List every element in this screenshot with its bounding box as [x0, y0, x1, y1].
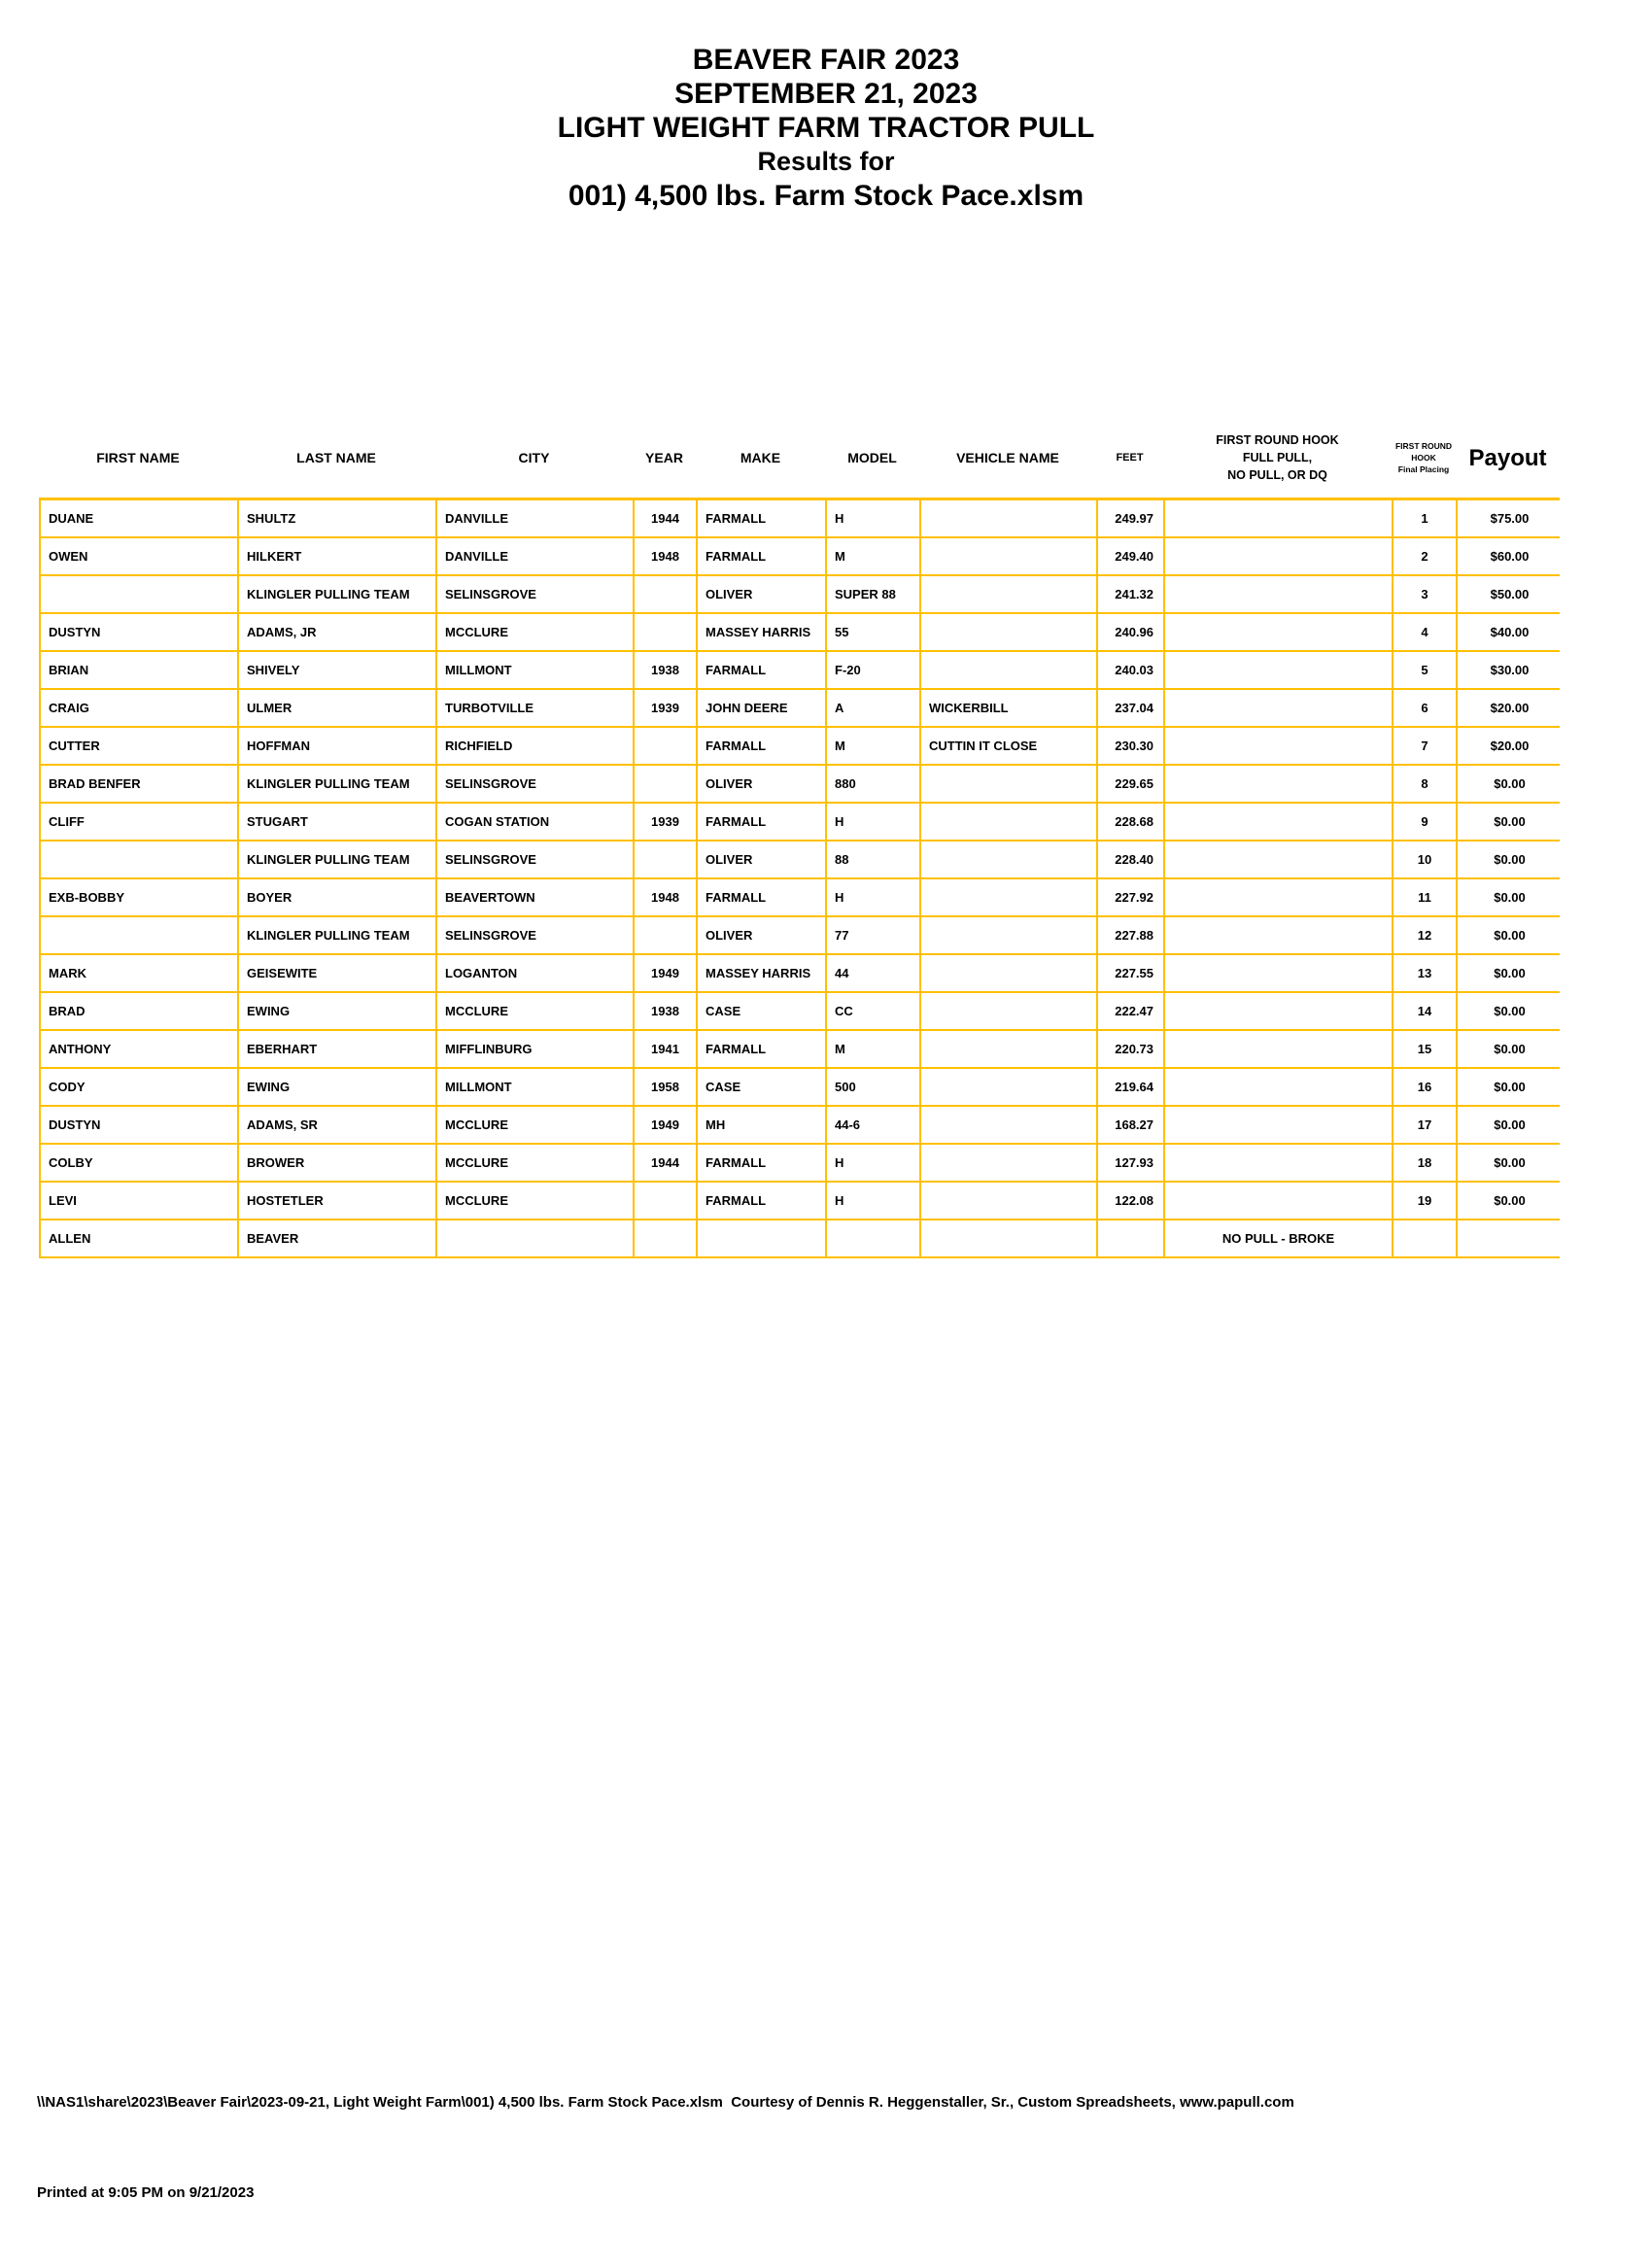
- cell-first-name: CRAIG: [41, 690, 239, 726]
- cell-hook-result: [1165, 728, 1394, 764]
- cell-model: A: [827, 690, 921, 726]
- table-row: [39, 917, 1560, 955]
- table-row: [39, 1183, 1560, 1220]
- cell-first-name: OWEN: [41, 538, 239, 574]
- results-for-label: Results for: [757, 147, 895, 176]
- cell-placing: 9: [1394, 804, 1458, 840]
- cell-city: SELINSGROVE: [437, 842, 635, 877]
- cell-year: [635, 576, 698, 612]
- cell-hook-result: [1165, 917, 1394, 953]
- cell-feet: [1098, 1220, 1165, 1256]
- cell-first-name: DUSTYN: [41, 1107, 239, 1143]
- cell-vehicle-name: [921, 652, 1098, 688]
- cell-first-name: [41, 576, 239, 612]
- cell-vehicle-name: [921, 1107, 1098, 1143]
- cell-city: MCCLURE: [437, 1183, 635, 1219]
- header-payout: Payout: [1468, 444, 1547, 471]
- cell-city: RICHFIELD: [437, 728, 635, 764]
- table-row: [39, 955, 1560, 993]
- cell-placing: 16: [1394, 1069, 1458, 1105]
- cell-first-name: CUTTER: [41, 728, 239, 764]
- cell-make: [698, 1220, 827, 1256]
- cell-first-name: BRAD: [41, 993, 239, 1029]
- cell-feet: 122.08: [1098, 1183, 1165, 1219]
- cell-city: MCCLURE: [437, 1107, 635, 1143]
- cell-city: MCCLURE: [437, 614, 635, 650]
- cell-hook-result: [1165, 879, 1394, 915]
- cell-year: 1941: [635, 1031, 698, 1067]
- cell-payout: $0.00: [1494, 776, 1526, 791]
- cell-make: FARMALL: [698, 500, 827, 536]
- cell-model: 44-6: [827, 1107, 921, 1143]
- report-title-block: [0, 43, 1652, 213]
- cell-make: FARMALL: [698, 804, 827, 840]
- cell-model: M: [827, 538, 921, 574]
- cell-make: FARMALL: [698, 538, 827, 574]
- cell-year: 1939: [635, 804, 698, 840]
- header-vehicle-name: VEHICLE NAME: [956, 449, 1059, 465]
- cell-hook-result: [1165, 652, 1394, 688]
- cell-payout: $50.00: [1490, 587, 1530, 601]
- table-row: [39, 652, 1560, 690]
- cell-first-name: ALLEN: [41, 1220, 239, 1256]
- cell-payout: $0.00: [1494, 1080, 1526, 1094]
- cell-vehicle-name: [921, 766, 1098, 802]
- cell-make: OLIVER: [698, 576, 827, 612]
- table-row: [39, 1031, 1560, 1069]
- cell-hook-result: [1165, 1069, 1394, 1105]
- event-date: SEPTEMBER 21, 2023: [674, 78, 978, 110]
- cell-hook-result: [1165, 1145, 1394, 1181]
- cell-make: FARMALL: [698, 652, 827, 688]
- header-hook-line: FIRST ROUND HOOK: [1216, 433, 1339, 447]
- cell-vehicle-name: [921, 1069, 1098, 1105]
- cell-first-name: MARK: [41, 955, 239, 991]
- cell-last-name: EBERHART: [239, 1031, 437, 1067]
- cell-placing: 14: [1394, 993, 1458, 1029]
- cell-make: MASSEY HARRIS: [698, 614, 827, 650]
- cell-first-name: CLIFF: [41, 804, 239, 840]
- cell-model: H: [827, 1145, 921, 1181]
- header-feet: FEET: [1116, 451, 1144, 464]
- cell-year: [635, 1220, 698, 1256]
- cell-make: FARMALL: [698, 1145, 827, 1181]
- cell-year: [635, 842, 698, 877]
- cell-city: SELINSGROVE: [437, 766, 635, 802]
- cell-city: BEAVERTOWN: [437, 879, 635, 915]
- cell-city: DANVILLE: [437, 500, 635, 536]
- cell-vehicle-name: [921, 500, 1098, 536]
- event-title: BEAVER FAIR 2023: [692, 44, 960, 76]
- cell-placing: 2: [1394, 538, 1458, 574]
- cell-placing: 3: [1394, 576, 1458, 612]
- cell-vehicle-name: [921, 842, 1098, 877]
- cell-city: MCCLURE: [437, 993, 635, 1029]
- cell-placing: 17: [1394, 1107, 1458, 1143]
- cell-feet: 227.88: [1098, 917, 1165, 953]
- cell-first-name: BRAD BENFER: [41, 766, 239, 802]
- table-row: [39, 728, 1560, 766]
- cell-first-name: [41, 842, 239, 877]
- cell-placing: 11: [1394, 879, 1458, 915]
- cell-hook-result: [1165, 614, 1394, 650]
- cell-hook-result: NO PULL - BROKE: [1165, 1220, 1394, 1256]
- cell-payout: $20.00: [1490, 739, 1530, 753]
- cell-vehicle-name: [921, 917, 1098, 953]
- cell-payout: $75.00: [1490, 511, 1530, 526]
- cell-last-name: EWING: [239, 993, 437, 1029]
- cell-model: F-20: [827, 652, 921, 688]
- table-row: [39, 1145, 1560, 1183]
- results-filename: 001) 4,500 lbs. Farm Stock Pace.xlsm: [568, 180, 1084, 212]
- cell-first-name: COLBY: [41, 1145, 239, 1181]
- cell-year: [635, 614, 698, 650]
- cell-first-name: ANTHONY: [41, 1031, 239, 1067]
- cell-make: FARMALL: [698, 728, 827, 764]
- event-class: LIGHT WEIGHT FARM TRACTOR PULL: [557, 112, 1095, 144]
- cell-model: H: [827, 804, 921, 840]
- cell-vehicle-name: [921, 614, 1098, 650]
- cell-hook-result: [1165, 1183, 1394, 1219]
- header-model: MODEL: [847, 449, 897, 465]
- cell-first-name: BRIAN: [41, 652, 239, 688]
- header-final-placing: [1392, 418, 1456, 498]
- cell-feet: 240.03: [1098, 652, 1165, 688]
- cell-payout: $0.00: [1494, 852, 1526, 867]
- cell-city: MILLMONT: [437, 652, 635, 688]
- cell-make: MH: [698, 1107, 827, 1143]
- cell-model: M: [827, 728, 921, 764]
- cell-first-name: [41, 917, 239, 953]
- cell-feet: 222.47: [1098, 993, 1165, 1029]
- cell-payout: $0.00: [1494, 1042, 1526, 1056]
- cell-placing: 18: [1394, 1145, 1458, 1181]
- footer-file-path-line: \\NAS1\share\2023\Beaver Fair\2023-09-21, Light Weight Farm\001) 4,500 lbs. Farm Stock Pace.xlsm Courtesy of Dennis R. Heggenstaller, Sr., Custom Spreadsheets, www.papull.com: [37, 2094, 1294, 2111]
- cell-make: CASE: [698, 1069, 827, 1105]
- cell-model: [827, 1220, 921, 1256]
- table-row: [39, 614, 1560, 652]
- cell-last-name: SHIVELY: [239, 652, 437, 688]
- cell-year: 1958: [635, 1069, 698, 1105]
- cell-feet: 220.73: [1098, 1031, 1165, 1067]
- cell-hook-result: [1165, 955, 1394, 991]
- cell-hook-result: [1165, 538, 1394, 574]
- cell-payout: $0.00: [1494, 890, 1526, 905]
- table-row: [39, 879, 1560, 917]
- cell-placing: 1: [1394, 500, 1458, 536]
- cell-placing: 12: [1394, 917, 1458, 953]
- table-row: [39, 842, 1560, 879]
- cell-feet: 229.65: [1098, 766, 1165, 802]
- report-footer: [37, 2027, 1294, 2268]
- cell-model: 77: [827, 917, 921, 953]
- cell-vehicle-name: [921, 993, 1098, 1029]
- cell-year: [635, 728, 698, 764]
- table-row: [39, 500, 1560, 538]
- cell-vehicle-name: [921, 879, 1098, 915]
- cell-feet: 237.04: [1098, 690, 1165, 726]
- cell-hook-result: [1165, 804, 1394, 840]
- cell-last-name: BROWER: [239, 1145, 437, 1181]
- cell-city: TURBOTVILLE: [437, 690, 635, 726]
- cell-model: 500: [827, 1069, 921, 1105]
- cell-feet: 227.55: [1098, 955, 1165, 991]
- cell-model: SUPER 88: [827, 576, 921, 612]
- cell-placing: [1394, 1220, 1458, 1256]
- cell-last-name: GEISEWITE: [239, 955, 437, 991]
- cell-last-name: ADAMS, SR: [239, 1107, 437, 1143]
- cell-year: 1949: [635, 955, 698, 991]
- cell-payout: $0.00: [1494, 1155, 1526, 1170]
- cell-payout: $0.00: [1494, 928, 1526, 943]
- cell-hook-result: [1165, 993, 1394, 1029]
- cell-feet: 127.93: [1098, 1145, 1165, 1181]
- cell-hook-result: [1165, 500, 1394, 536]
- cell-year: 1948: [635, 879, 698, 915]
- table-row: [39, 690, 1560, 728]
- cell-model: H: [827, 1183, 921, 1219]
- cell-last-name: KLINGLER PULLING TEAM: [239, 576, 437, 612]
- cell-model: M: [827, 1031, 921, 1067]
- cell-city: COGAN STATION: [437, 804, 635, 840]
- cell-placing: 6: [1394, 690, 1458, 726]
- cell-year: 1948: [635, 538, 698, 574]
- cell-model: H: [827, 500, 921, 536]
- cell-first-name: DUANE: [41, 500, 239, 536]
- table-row: [39, 804, 1560, 842]
- cell-placing: 13: [1394, 955, 1458, 991]
- cell-payout: $0.00: [1494, 1117, 1526, 1132]
- table-row: [39, 766, 1560, 804]
- cell-vehicle-name: [921, 1183, 1098, 1219]
- cell-placing: 15: [1394, 1031, 1458, 1067]
- cell-feet: 249.40: [1098, 538, 1165, 574]
- table-body: [39, 500, 1560, 1258]
- cell-model: 44: [827, 955, 921, 991]
- cell-payout: $60.00: [1490, 549, 1530, 564]
- cell-payout: $0.00: [1494, 966, 1526, 980]
- cell-feet: 230.30: [1098, 728, 1165, 764]
- cell-model: 880: [827, 766, 921, 802]
- table-row: [39, 1107, 1560, 1145]
- cell-make: OLIVER: [698, 842, 827, 877]
- cell-payout: $0.00: [1494, 1193, 1526, 1208]
- cell-feet: 219.64: [1098, 1069, 1165, 1105]
- cell-year: 1944: [635, 500, 698, 536]
- cell-vehicle-name: [921, 955, 1098, 991]
- cell-city: MILLMONT: [437, 1069, 635, 1105]
- cell-feet: 228.40: [1098, 842, 1165, 877]
- cell-vehicle-name: [921, 1145, 1098, 1181]
- table-row: [39, 538, 1560, 576]
- cell-make: CASE: [698, 993, 827, 1029]
- cell-city: MIFFLINBURG: [437, 1031, 635, 1067]
- header-year: YEAR: [645, 449, 683, 465]
- cell-vehicle-name: [921, 804, 1098, 840]
- table-row: [39, 576, 1560, 614]
- cell-placing: 5: [1394, 652, 1458, 688]
- cell-first-name: DUSTYN: [41, 614, 239, 650]
- cell-year: [635, 766, 698, 802]
- cell-payout: $0.00: [1494, 1004, 1526, 1018]
- cell-last-name: ULMER: [239, 690, 437, 726]
- cell-last-name: KLINGLER PULLING TEAM: [239, 842, 437, 877]
- cell-city: [437, 1220, 635, 1256]
- cell-hook-result: [1165, 690, 1394, 726]
- cell-model: 88: [827, 842, 921, 877]
- cell-year: 1944: [635, 1145, 698, 1181]
- cell-placing: 8: [1394, 766, 1458, 802]
- cell-feet: 168.27: [1098, 1107, 1165, 1143]
- table-row: [39, 1220, 1560, 1258]
- cell-make: FARMALL: [698, 1183, 827, 1219]
- cell-model: CC: [827, 993, 921, 1029]
- cell-feet: 227.92: [1098, 879, 1165, 915]
- cell-last-name: ADAMS, JR: [239, 614, 437, 650]
- cell-hook-result: [1165, 1107, 1394, 1143]
- footer-printed-line: Printed at 9:05 PM on 9/21/2023: [37, 2184, 255, 2201]
- cell-city: SELINSGROVE: [437, 576, 635, 612]
- header-placing-line: Final Placing: [1397, 464, 1450, 474]
- header-make: MAKE: [740, 449, 781, 465]
- cell-last-name: HOFFMAN: [239, 728, 437, 764]
- cell-hook-result: [1165, 576, 1394, 612]
- cell-first-name: CODY: [41, 1069, 239, 1105]
- cell-make: MASSEY HARRIS: [698, 955, 827, 991]
- cell-vehicle-name: CUTTIN IT CLOSE: [921, 728, 1098, 764]
- cell-city: LOGANTON: [437, 955, 635, 991]
- header-hook-line: NO PULL, OR DQ: [1227, 468, 1327, 482]
- cell-year: 1938: [635, 993, 698, 1029]
- cell-vehicle-name: WICKERBILL: [921, 690, 1098, 726]
- cell-year: [635, 1183, 698, 1219]
- cell-hook-result: [1165, 766, 1394, 802]
- cell-hook-result: [1165, 1031, 1394, 1067]
- cell-first-name: LEVI: [41, 1183, 239, 1219]
- cell-year: 1949: [635, 1107, 698, 1143]
- cell-make: FARMALL: [698, 1031, 827, 1067]
- cell-feet: 228.68: [1098, 804, 1165, 840]
- cell-last-name: HOSTETLER: [239, 1183, 437, 1219]
- cell-model: H: [827, 879, 921, 915]
- cell-make: OLIVER: [698, 917, 827, 953]
- cell-payout: [1458, 1220, 1562, 1256]
- cell-placing: 7: [1394, 728, 1458, 764]
- cell-vehicle-name: [921, 1031, 1098, 1067]
- cell-feet: 241.32: [1098, 576, 1165, 612]
- cell-hook-result: [1165, 842, 1394, 877]
- cell-feet: 240.96: [1098, 614, 1165, 650]
- results-table: [39, 418, 1560, 1258]
- cell-placing: 4: [1394, 614, 1458, 650]
- header-city: CITY: [518, 449, 550, 465]
- table-row: [39, 1069, 1560, 1107]
- cell-last-name: BEAVER: [239, 1220, 437, 1256]
- header-placing-line: HOOK: [1411, 453, 1436, 463]
- cell-last-name: HILKERT: [239, 538, 437, 574]
- cell-feet: 249.97: [1098, 500, 1165, 536]
- cell-last-name: KLINGLER PULLING TEAM: [239, 917, 437, 953]
- cell-last-name: STUGART: [239, 804, 437, 840]
- table-header-row: [39, 418, 1560, 500]
- cell-payout: $30.00: [1490, 663, 1530, 677]
- table-row: [39, 993, 1560, 1031]
- cell-last-name: KLINGLER PULLING TEAM: [239, 766, 437, 802]
- cell-make: JOHN DEERE: [698, 690, 827, 726]
- cell-placing: 10: [1394, 842, 1458, 877]
- cell-model: 55: [827, 614, 921, 650]
- cell-city: DANVILLE: [437, 538, 635, 574]
- cell-last-name: EWING: [239, 1069, 437, 1105]
- cell-payout: $20.00: [1490, 701, 1530, 715]
- header-hook-line: FULL PULL,: [1242, 451, 1313, 464]
- cell-make: OLIVER: [698, 766, 827, 802]
- cell-city: MCCLURE: [437, 1145, 635, 1181]
- cell-year: 1938: [635, 652, 698, 688]
- cell-year: 1939: [635, 690, 698, 726]
- header-placing-line: FIRST ROUND: [1394, 441, 1453, 451]
- cell-payout: $0.00: [1494, 814, 1526, 829]
- cell-first-name: EXB-BOBBY: [41, 879, 239, 915]
- cell-last-name: BOYER: [239, 879, 437, 915]
- cell-last-name: SHULTZ: [239, 500, 437, 536]
- cell-vehicle-name: [921, 1220, 1098, 1256]
- cell-payout: $40.00: [1490, 625, 1530, 639]
- cell-placing: 19: [1394, 1183, 1458, 1219]
- cell-year: [635, 917, 698, 953]
- cell-vehicle-name: [921, 538, 1098, 574]
- cell-city: SELINSGROVE: [437, 917, 635, 953]
- cell-vehicle-name: [921, 576, 1098, 612]
- header-first-name: FIRST NAME: [96, 449, 180, 465]
- cell-make: FARMALL: [698, 879, 827, 915]
- header-first-round-hook: [1163, 418, 1392, 498]
- header-last-name: LAST NAME: [296, 449, 376, 465]
